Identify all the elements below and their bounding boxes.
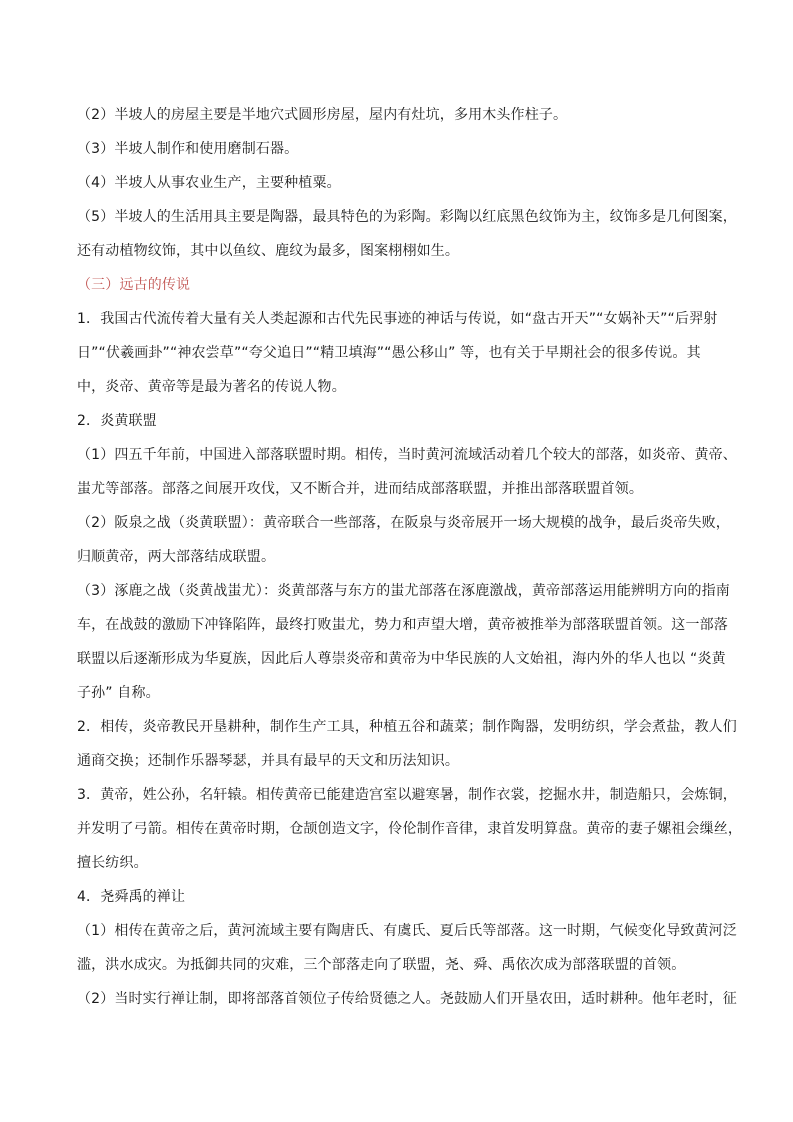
text-line: 1．我国古代流传着大量有关人类起源和古代先民事迹的神话与传说，如“盘古开天”“女娲补天”“后羿射	[77, 311, 718, 327]
paragraph	[77, 98, 717, 132]
section-heading	[77, 268, 717, 302]
text-line: 擅长纺织。	[77, 855, 148, 871]
text-line: （三）远古的传说	[77, 277, 191, 293]
text-line: 并发明了弓箭。相传在黄帝时期，仓颉创造文字，伶伦制作音律，隶首发明算盘。黄帝的妻子嫘祖会缫丝，	[77, 821, 743, 837]
text-line: 通商交换；还制作乐器琴瑟，并具有最早的天文和历法知识。	[77, 753, 460, 769]
paragraph	[77, 438, 737, 506]
text-line: （2）阪泉之战（炎黄联盟）：黄帝联合一些部落，在阪泉与炎帝展开一场大规模的战争，最后炎帝失败，	[77, 515, 730, 531]
paragraph	[77, 166, 717, 200]
paragraph	[77, 506, 730, 574]
paragraph	[77, 132, 717, 166]
text-line: 子孙” 自称。	[77, 685, 160, 701]
paragraph	[77, 710, 737, 778]
text-line: （1）四五千年前，中国进入部落联盟时期。相传，当时黄河流域活动着几个较大的部落，如炎帝、黄帝、	[77, 447, 737, 463]
text-line: 归顺黄帝，两大部落结成联盟。	[77, 549, 276, 565]
paragraph	[77, 982, 737, 1016]
text-line: （4）半坡人从事农业生产，主要种植粟。	[77, 175, 341, 191]
text-line: 车，在战鼓的激励下冲锋陷阵，最终打败蚩尤，势力和声望大增，黄帝被推举为部落联盟首领。这一部落	[77, 617, 728, 633]
text-line: 蚩尤等部落。部落之间展开攻伐，又不断合并，进而结成部落联盟，并推出部落联盟首领。	[77, 481, 643, 497]
paragraph	[77, 778, 743, 880]
text-line: 2．相传，炎帝教民开垦耕种，制作生产工具，种植五谷和蔬菜；制作陶器，发明纺织，学会煮盐，教人们	[77, 719, 737, 735]
text-line: 滥，洪水成灾。为抵御共同的灾难，三个部落走向了联盟，尧、舜、禹依次成为部落联盟的首领。	[77, 957, 686, 973]
text-line: （2）当时实行禅让制，即将部落首领位子传给贤德之人。尧鼓励人们开垦农田，适时耕种。他年老时，征	[77, 991, 737, 1007]
paragraph	[77, 574, 730, 710]
text-line: （2）半坡人的房屋主要是半地穴式圆形房屋，屋内有灶坑，多用木头作柱子。	[77, 107, 568, 123]
text-line: （1）相传在黄帝之后，黄河流域主要有陶唐氏、有虞氏、夏后氏等部落。这一时期，气候变化导致黄河泛	[77, 923, 737, 939]
text-line: 4．尧舜禹的禅让	[77, 889, 186, 905]
paragraph	[77, 302, 717, 404]
text-line: 3．黄帝，姓公孙，名轩辕。相传黄帝已能建造宫室以避寒暑，制作衣裳，挖掘水井，制造船只，会炼铜，	[77, 787, 737, 803]
text-line: 2．炎黄联盟	[77, 413, 157, 429]
text-line: 还有动植物纹饰，其中以鱼纹、鹿纹为最多，图案栩栩如生。	[77, 243, 460, 259]
paragraph	[77, 200, 737, 268]
paragraph	[77, 404, 717, 438]
paragraph	[77, 914, 737, 982]
text-line: （5）半坡人的生活用具主要是陶器，最具特色的为彩陶。彩陶以红底黑色纹饰为主，纹饰多是几何图案，	[77, 209, 737, 225]
text-line: 日”“伏羲画卦”“神农尝草”“夸父追日”“精卫填海”“愚公移山” 等，也有关于早期社会的很多传说。其	[77, 345, 701, 361]
text-line: 中，炎帝、黄帝等是最为著名的传说人物。	[77, 379, 346, 395]
paragraph	[77, 880, 717, 914]
text-line: （3）涿鹿之战（炎黄战蚩尤）：炎黄部落与东方的蚩尤部落在涿鹿激战，黄帝部落运用能辨明方向的指南	[77, 583, 730, 599]
text-line: 联盟以后逐渐形成为华夏族，因此后人尊崇炎帝和黄帝为中华民族的人文始祖，海内外的华人也以 “炎黄	[77, 651, 726, 667]
text-line: （3）半坡人制作和使用磨制石器。	[77, 141, 299, 157]
